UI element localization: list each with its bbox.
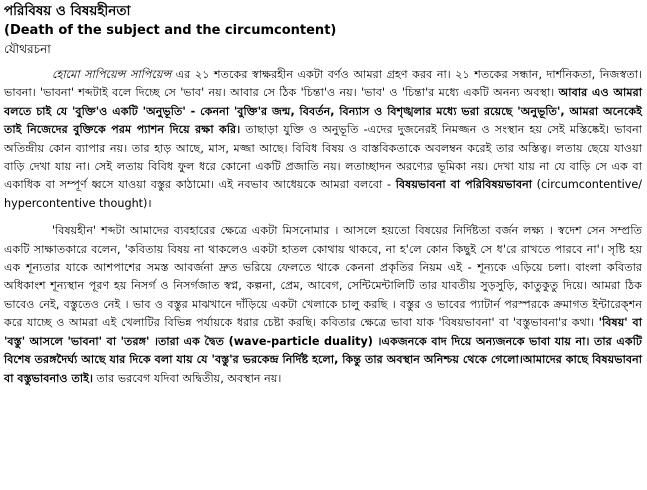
paragraph-2-span-2: 'বিষয়' বা 'বস্তু' আসলে 'ভাবনা' বা 'তরঙ্গ' ।তারা এক দ্বৈত (wave-particle duality) ।একজনকে বাদ দিয়ে অন্যজনকে ভাবা যায় না। তার একটি বিশেষ তরঙ্গদৈর্ঘ্য আছে যার দিকে বলা যায় যে 'বস্তু'র ভরকেন্দ্র নির্দিষ্ট হলো, কিন্তু তার অবস্থান অনিশ্চয় থেকে গেলো।আমাদের কাছে বিষয়ভাবনা বা বস্তুভাবনাও তাই। xyxy=(4,316,643,385)
paragraph-2 xyxy=(4,222,642,388)
paragraph-1-span-1: হোমো সাপিয়েন্স সাপিয়েন্স xyxy=(52,68,172,81)
paragraph-1-span-2: এর ২১ শতকের স্বাক্ষরহীন একটা বর্ণও আমরা গ্রহণ করব না। ২১ শতকের সন্ধান, দার্শনিকতা, নিজস্বতা। ভাবনা। 'ভাবনা' শব্দটাই বলে দিচ্ছে সে 'ভাব' নয়। আবার সে ঠিক 'চিন্তা'ও নয়। 'ভাব' ও 'চিন্তা'র মধ্যে একটি অনন্য অবস্থা। xyxy=(4,68,643,100)
paragraph-1-span-5: বিষয়ভাবনা বা পরিবিষয়ভাবনা xyxy=(395,178,532,192)
paragraph-1 xyxy=(4,66,642,213)
paragraph-2-span-3: তার ভরবেগ যদিবা অদ্বিতীয়, অবস্থান নয়। xyxy=(92,371,282,385)
paragraph-2-span-1: 'বিষয়হীন' শব্দটা আমাদের ব্যবহারের ক্ষেত্রে একটা মিসনোমার । আসলে হয়তো বিষয়ের নির্দিষ্টতা বর্জন লক্ষ্য । স্বদেশ সেন সম্প্রতি একটি সাক্ষাতকারে বলেন, 'কবিতায় বিষয় না থাকলেও একটা হাতল কোথায় থাকবে, না হ'লে কোন কিছুই সে ধ'রে রাখতে পারবে না'। সৃষ্টি হয় এক শূন্যতার যাকে আশপাশের সমস্ত আবর্জনা দ্রুত ভরিয়ে ফেলতে থাকে কেননা প্রকৃতির নিয়ম এই - শূন্যকে এড়িয়ে চলা। বাংলা কবিতার অধিকাংশ শূন্যস্থান পূরণ হয় নিসর্গ ও নিসর্গজাত স্বপ্ন, কল্পনা, প্রেম, আবেগ, সেন্টিমেন্টালিটি তার যাবতীয় সুড়সুড়ি, কাতুকুতু দিয়ে। আমরা ঠিক ভাবেও নেই, বস্তুতেও নেই । ভাব ও বস্তুর মাঝখানে দাঁড়িয়ে একটা খেলাকে চালু করছি । বস্তুর ও ভাবের প্যাটার্ন পরস্পরকে ক্রমাগত ইন্টারেক্শন করে যাচ্ছে ও আমরা এই খেলাটির বিভিন্ন পর্যায়কে ধরার চেষ্টা করছি। কবিতার ক্ষেত্রে ভাবা যাক 'বিষয়ভাবনা' বা 'বস্তুভাবনা'র কথা। xyxy=(4,224,642,330)
document-title: পরিবিষয় ও বিষয়হীনতা xyxy=(4,3,131,19)
paragraph-1-span-6: (circumcontentive/ hypercontentive thought)। xyxy=(4,178,642,210)
paragraph-1-span-4: তাছাড়া যুক্তি ও অনুভূতি -এদের দুজনেরই নিমজ্জন ও সংস্থান হয় সেই মস্তিষ্কেই। ভাবনা অতিন্দ্রীয় কোন ব্যাপার নয়। তার হাড় আছে, মাস, মজ্জা আছে। বিবিধ বিষয় ও বাস্তবিকতাকে অবলম্বন করেই তার অস্তিত্ব। লতায় ছেয়ে যাওয়া বাড়ি দেখা যায় না। সেই লতায় বিবিধ ফুল ধরে কোনো একটি প্রজাতি নয়। লতাচ্ছাদন অরণ্যের ভূমিকা নয়। দেখা যায় না যে বাড়ি সে এক বা একাধিক বা সম্পূর্ণ ধ্বসে যাওয়া বস্তুর কাঠামো। এই নবভাব আধেয়কে আমরা বলবো - xyxy=(4,123,642,192)
document-subtitle: (Death of the subject and the circumcontent) xyxy=(4,23,337,38)
document-author: যৌথরচনা xyxy=(4,42,51,56)
paragraph-1-span-3: আবার এও আমরা বলতে চাই যে 'বুক্তি'ও একটি 'অনুভূতি' - কেননা 'বুক্তি'র জন্ম, বিবর্তন, বিন্যাস ও বিশৃঙ্খলার মধ্যে ভরা রয়েছে 'অনুভূতি', আমরা অনেকেই তাই নিজেদের বুক্তিকে পরম প্যাশন দিয়ে রক্ষা করি। xyxy=(4,86,642,137)
